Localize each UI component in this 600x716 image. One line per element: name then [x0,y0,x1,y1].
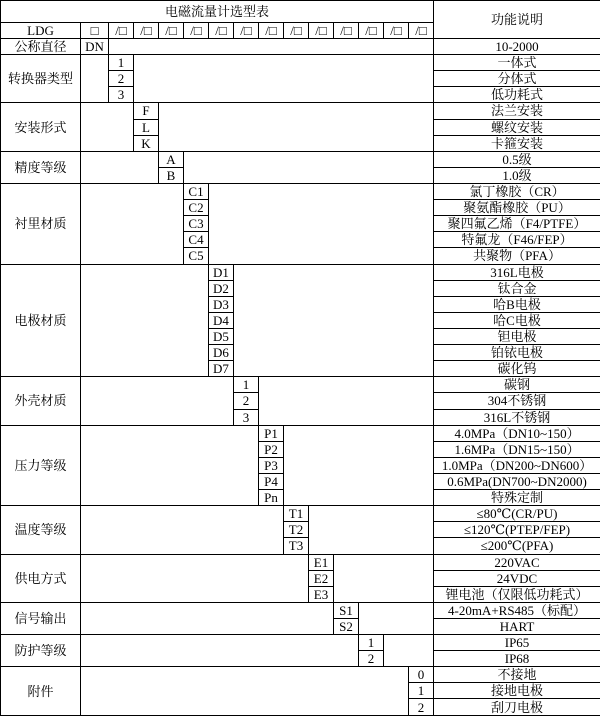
option-desc: 聚氨酯橡胶（PU） [434,200,600,216]
option-desc: 钛合金 [434,280,600,296]
option-code: S1 [334,602,359,618]
option-code: 3 [234,409,259,425]
model-slot: /□ [359,23,384,39]
option-code: 0 [409,667,434,683]
option-code: S2 [334,618,359,634]
option-code: C3 [184,216,209,232]
category-label-converter: 转换器类型 [1,55,81,103]
option-desc: 1.6MPa（DN15~150） [434,441,600,457]
category-label-temperature: 温度等级 [1,506,81,554]
option-desc: 不接地 [434,667,600,683]
option-desc: 哈C电极 [434,312,600,328]
model-prefix: LDG [1,23,81,39]
option-desc: 刮刀电极 [434,699,600,716]
category-label-mounting: 安装形式 [1,103,81,151]
empty-cell [234,264,434,377]
option-desc: 分体式 [434,71,600,87]
page-title: 电磁流量计选型表 [1,1,434,23]
option-desc: 0.6MPa(DN700~DN2000) [434,473,600,489]
option-desc: 0.5级 [434,151,600,167]
option-code: D6 [209,345,234,361]
empty-cell [81,425,259,506]
desc-header: 功能说明 [434,1,600,39]
option-desc: ≤200℃(PFA) [434,538,600,554]
option-code: C4 [184,232,209,248]
option-code: C5 [184,248,209,264]
option-desc: 10-2000 [434,39,600,55]
option-desc: 哈B电极 [434,296,600,312]
empty-cell [81,151,159,183]
model-slot: /□ [259,23,284,39]
model-slot: /□ [134,23,159,39]
option-code: F [134,103,159,119]
option-desc: HART [434,618,600,634]
model-slot: /□ [184,23,209,39]
category-label-liner: 衬里材质 [1,183,81,264]
option-desc: 螺纹安装 [434,119,600,135]
option-code: C2 [184,200,209,216]
option-desc: 特氟龙（F46/FEP） [434,232,600,248]
model-slot: /□ [309,23,334,39]
option-desc: 316L不锈钢 [434,409,600,425]
model-slot: /□ [409,23,434,39]
category-label-signal: 信号输出 [1,602,81,634]
option-desc: 304不锈钢 [434,393,600,409]
option-code: 1 [409,683,434,699]
option-code: P2 [259,441,284,457]
option-code: D3 [209,296,234,312]
option-code: C1 [184,183,209,199]
option-code: 2 [409,699,434,716]
option-desc: 碳化钨 [434,361,600,377]
option-code: D5 [209,328,234,344]
empty-cell [81,635,359,667]
model-slot: /□ [209,23,234,39]
empty-cell [81,554,309,602]
option-desc: 4-20mA+RS485（标配） [434,602,600,618]
option-code: P3 [259,457,284,473]
option-code: E2 [309,570,334,586]
option-desc: 1.0级 [434,167,600,183]
empty-cell [81,183,184,264]
option-code: E3 [309,586,334,602]
option-desc: 1.0MPa（DN200~DN600） [434,457,600,473]
option-code: D7 [209,361,234,377]
empty-cell [284,425,434,506]
empty-cell [81,103,134,151]
empty-cell [81,667,409,716]
option-desc: 铂铱电极 [434,345,600,361]
option-code: T1 [284,506,309,522]
option-desc: ≤120℃(PTEP/FEP) [434,522,600,538]
model-slot: /□ [284,23,309,39]
model-slot: /□ [159,23,184,39]
option-code: E1 [309,554,334,570]
option-desc: 特殊定制 [434,490,600,506]
option-code: D4 [209,312,234,328]
category-label-accessory: 附件 [1,667,81,716]
option-code: 2 [234,393,259,409]
option-code: 1 [234,377,259,393]
option-code: A [159,151,184,167]
option-code: 3 [109,87,134,103]
option-code: K [134,135,159,151]
option-code: B [159,167,184,183]
empty-cell [309,506,434,554]
option-code: DN [81,39,109,55]
option-desc: 钽电极 [434,328,600,344]
model-slot: /□ [109,23,134,39]
option-desc: 接地电极 [434,683,600,699]
model-slot: /□ [384,23,409,39]
option-code: 2 [109,71,134,87]
category-label-housing: 外壳材质 [1,377,81,425]
option-desc: IP65 [434,635,600,651]
category-label-pressure: 压力等级 [1,425,81,506]
option-code: T3 [284,538,309,554]
category-label-electrode: 电极材质 [1,264,81,377]
option-desc: 220VAC [434,554,600,570]
empty-cell [81,377,234,425]
empty-cell [134,55,434,103]
option-code: Pn [259,490,284,506]
option-code: D2 [209,280,234,296]
option-desc: 4.0MPa（DN10~150） [434,425,600,441]
model-slot: /□ [234,23,259,39]
option-desc: 氯丁橡胶（CR） [434,183,600,199]
empty-cell [209,183,434,264]
option-code: L [134,119,159,135]
empty-cell [81,55,109,103]
option-desc: 低功耗式 [434,87,600,103]
option-desc: IP68 [434,651,600,667]
option-code: T2 [284,522,309,538]
option-desc: 24VDC [434,570,600,586]
category-label-diameter: 公称直径 [1,39,81,55]
empty-cell [109,39,434,55]
option-desc: 法兰安装 [434,103,600,119]
empty-cell [359,602,434,634]
option-code: 2 [359,651,384,667]
empty-cell [81,602,334,634]
option-desc: 卡箍安装 [434,135,600,151]
empty-cell [184,151,434,183]
option-code: P1 [259,425,284,441]
empty-cell [159,103,434,151]
option-code: D1 [209,264,234,280]
option-code: P4 [259,473,284,489]
empty-cell [384,635,434,667]
option-code: 1 [359,635,384,651]
category-label-accuracy: 精度等级 [1,151,81,183]
option-code: 1 [109,55,134,71]
option-desc: 聚四氟乙烯（F4/PTFE） [434,216,600,232]
category-label-power: 供电方式 [1,554,81,602]
option-desc: 一体式 [434,55,600,71]
option-desc: 碳钢 [434,377,600,393]
model-box: □ [81,23,109,39]
option-desc: 316L电极 [434,264,600,280]
option-desc: 锂电池（仅限低功耗式） [434,586,600,602]
empty-cell [334,554,434,602]
model-slot: /□ [334,23,359,39]
empty-cell [81,264,209,377]
option-desc: 共聚物（PFA） [434,248,600,264]
empty-cell [259,377,434,425]
category-label-protection: 防护等级 [1,635,81,667]
empty-cell [81,506,284,554]
option-desc: ≤80℃(CR/PU) [434,506,600,522]
